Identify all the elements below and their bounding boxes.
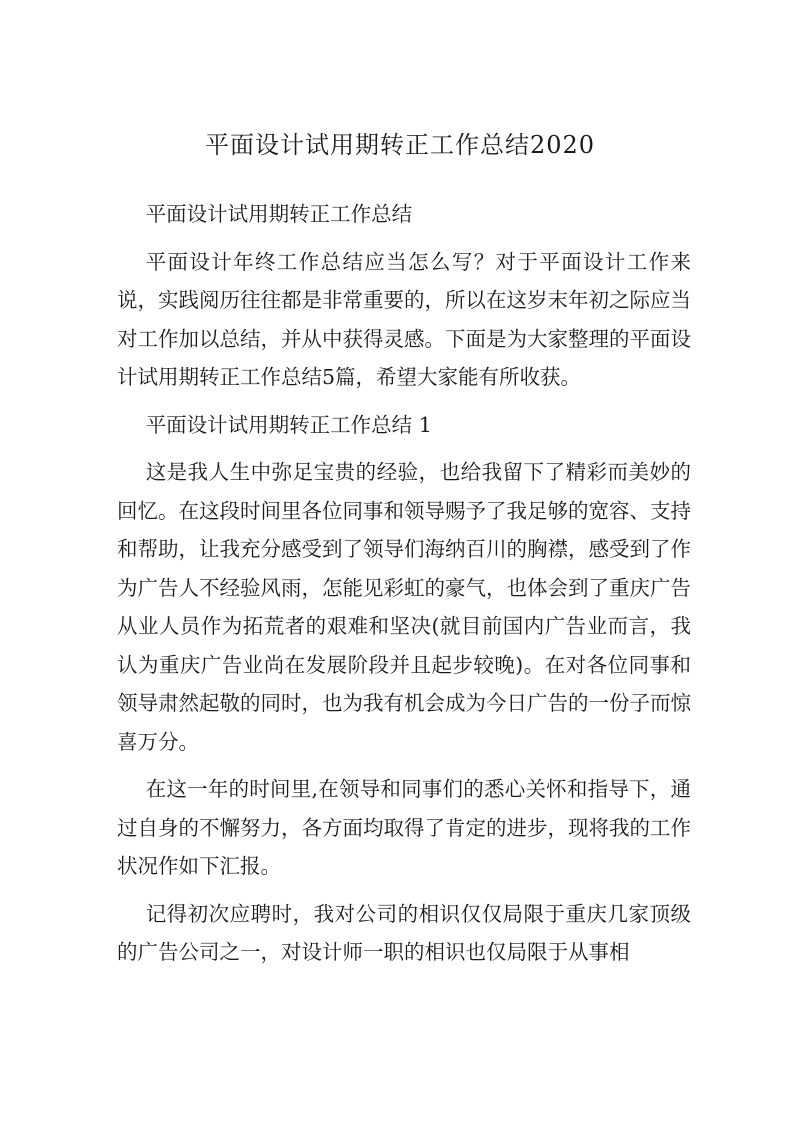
paragraph-body: 记得初次应聘时，我对公司的相识仅仅局限于重庆几家顶级的广告公司之一，对设计师一职的相识也仅局限于从事相 [117, 901, 691, 964]
paragraph-body: 在这一年的时间里,在领导和同事们的悉心关怀和指导下，通过自身的不懈努力，各方面均取得了肯定的进步，现将我的工作状况作如下汇报。 [117, 777, 691, 878]
paragraph-subtitle: 平面设计试用期转正工作总结 [145, 202, 413, 226]
document-body [117, 195, 691, 981]
paragraph-intro: 平面设计年终工作总结应当怎么写？对于平面设计工作来说，实践阅历往往都是非常重要的，所以在这岁末年初之际应当对工作加以总结，并从中获得灵感。下面是为大家整理的平面设计试用期转正工作总结5篇，希望大家能有所收获。 [117, 249, 691, 389]
paragraph-section-heading: 平面设计试用期转正工作总结 1 [145, 412, 432, 437]
document-title: 平面设计试用期转正工作总结2020 [204, 131, 596, 159]
paragraph-body: 这是我人生中弥足宝贵的经验，也给我留下了精彩而美妙的回忆。在这段时间里各位同事和领导赐予了我足够的宽容、支持和帮助，让我充分感受到了领导们海纳百川的胸襟，感受到了作为广告人不经验风雨，怎能见彩虹的豪气，也体会到了重庆广告从业人员作为拓荒者的艰难和坚决(就目前国内广告业而言，我认为重庆广告业尚在发展阶段并且起步较晚)。在对各位同事和领导肃然起敬的同时，也为我有机会成为今日广告的一份子而惊喜万分。 [117, 460, 691, 754]
